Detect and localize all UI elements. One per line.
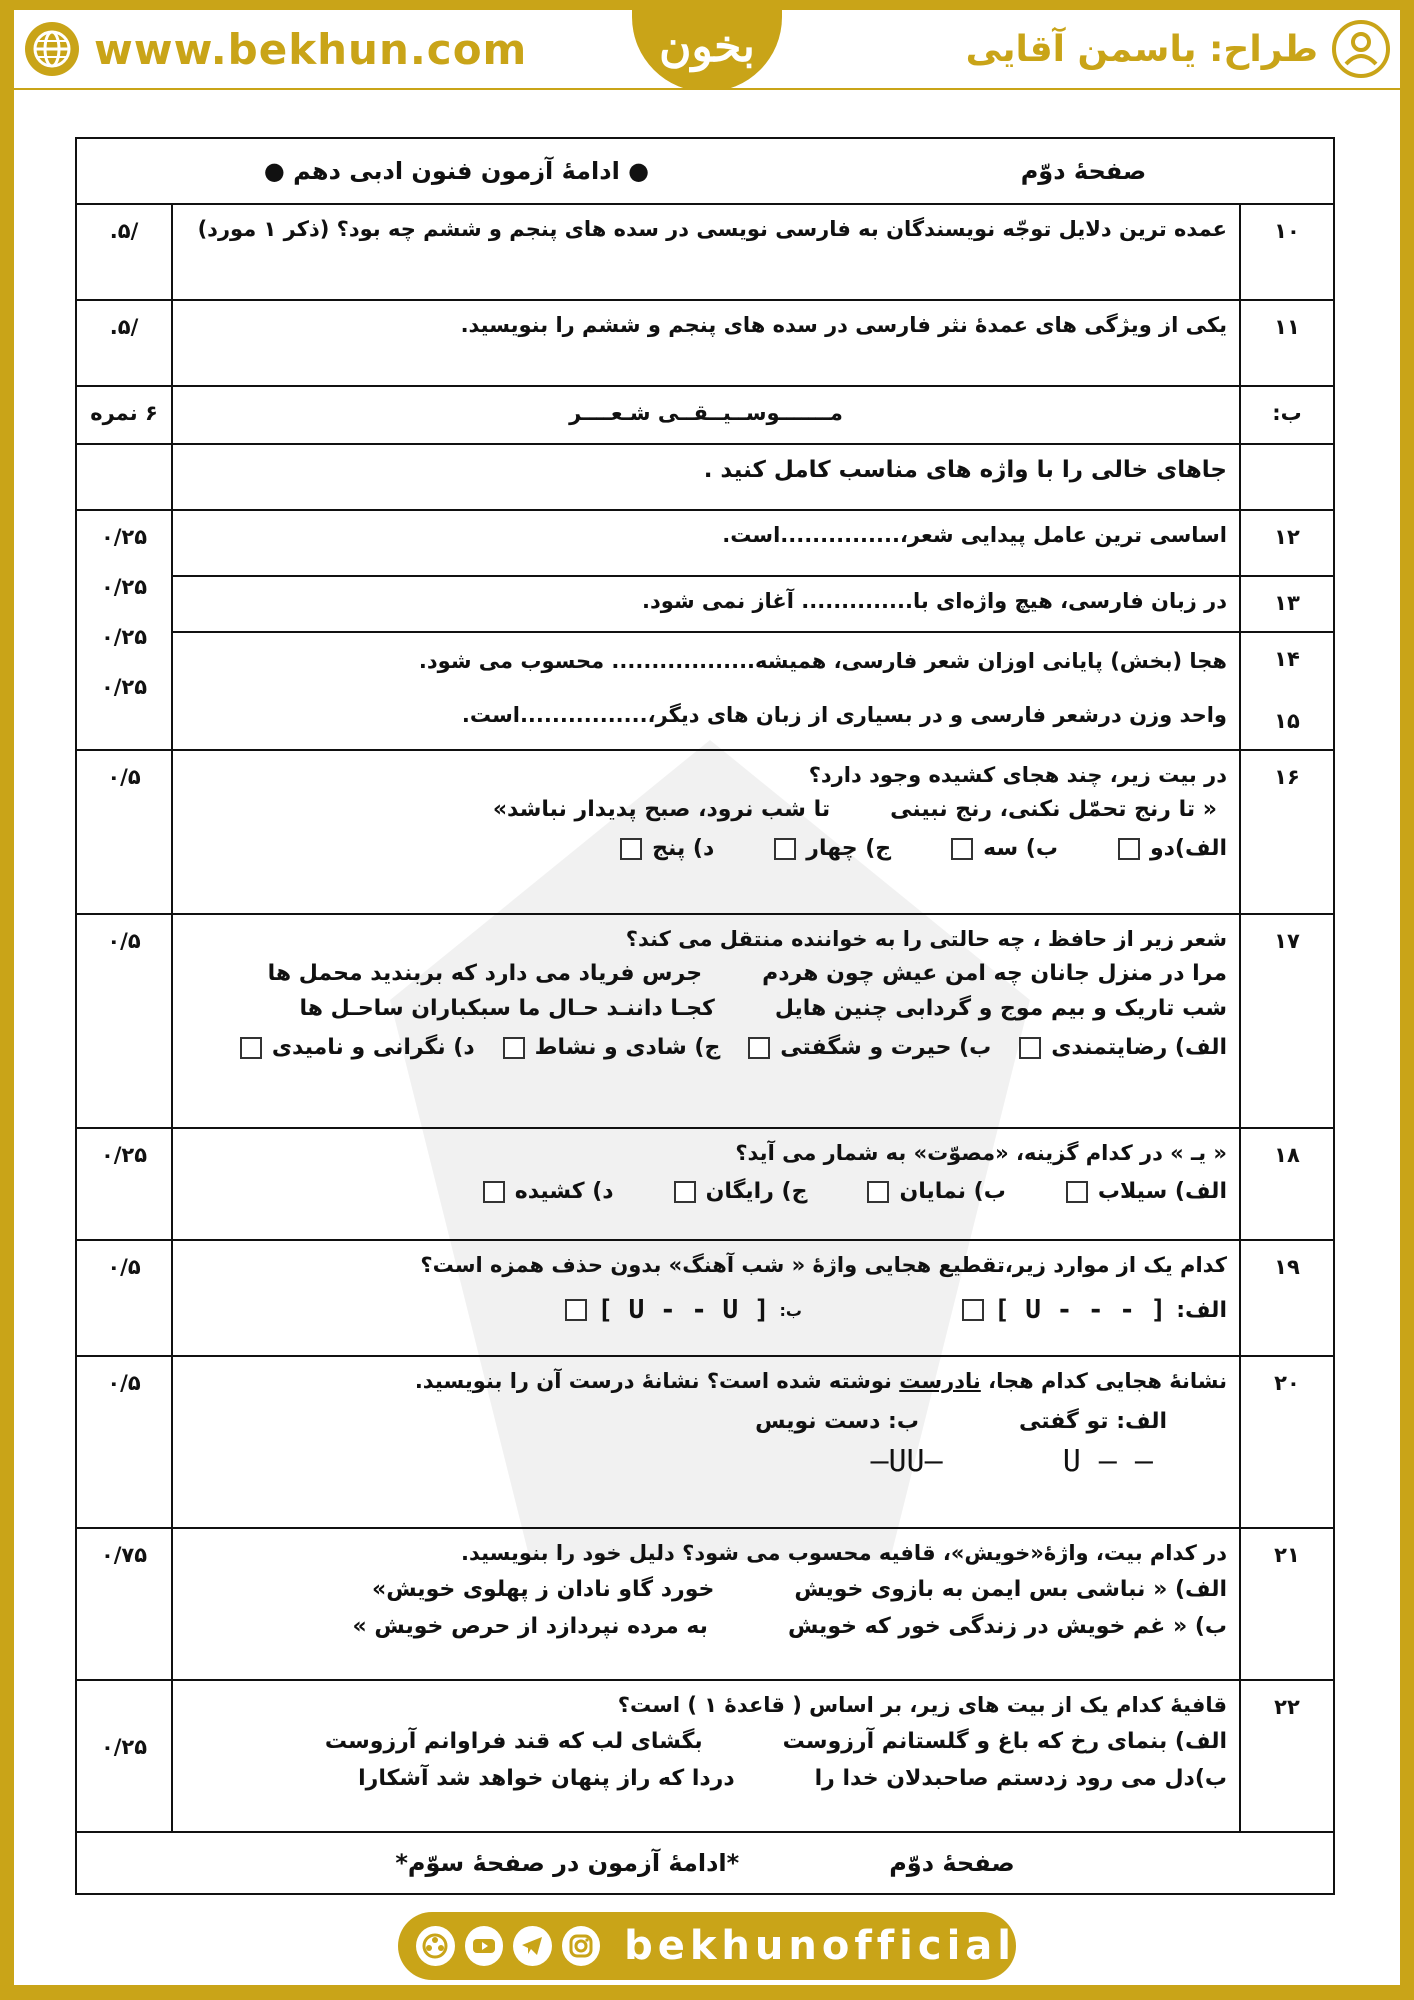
question-text: یکی از ویژگی های عمدهٔ نثر فارسی در سده های پنجم و ششم را بنویسید. (172, 300, 1240, 386)
telegram-icon[interactable] (513, 1926, 552, 1966)
scansion-a: U — — (1062, 1444, 1153, 1479)
question-text-pair (172, 632, 1240, 750)
question-text: در زبان فارسی، هیچ واژه‌ای با.............. آغاز نمی شود. (172, 576, 1240, 632)
question-score: ۰/۵ (76, 914, 172, 1128)
question-15-text: واحد وزن درشعر فارسی و در بسیاری از زبان های دیگر،................است. (461, 703, 1227, 727)
designer-credit (966, 18, 1390, 80)
scansion-b: —UU— (870, 1444, 943, 1479)
question-score: ۰/۵ (76, 1240, 172, 1356)
checkbox[interactable] (748, 1037, 770, 1059)
question-text: « یـ » در کدام گزینه، «مصوّت» به شمار می آید؟ (735, 1141, 1227, 1165)
question-number: ۱۷ (1240, 914, 1334, 1128)
checkbox[interactable] (1118, 838, 1140, 860)
question-score: /۵. (76, 300, 172, 386)
question-21-row (76, 1528, 1334, 1680)
verse-part: به مرده نپردازد از حرص خویش » (352, 1614, 708, 1639)
fill-instruction: جاهای خالی را با واژه های مناسب کامل کنید . (172, 444, 1240, 510)
question-score: ۰/۲۵ (76, 1128, 172, 1240)
checkbox[interactable] (240, 1037, 262, 1059)
instagram-icon[interactable] (562, 1926, 601, 1966)
question-18-row (76, 1128, 1334, 1240)
aparat-icon[interactable] (416, 1926, 455, 1966)
option-a[interactable]: الف) سیلاب (1066, 1179, 1227, 1204)
exam-continuation: ● ادامهٔ آزمون فنون ادبی دهم ● (263, 157, 650, 185)
option-a[interactable]: الف: [ U - - - ] (962, 1295, 1227, 1325)
verse-part: جرس فریاد می دارد که بربندید محمل ها (267, 961, 703, 986)
checkbox[interactable] (1066, 1181, 1088, 1203)
question-number: ۱۸ (1240, 1128, 1334, 1240)
verse-part: ب) « غم خویش در زندگی خور که خویش (787, 1614, 1227, 1639)
verse-part: کجـا داننـد حـال ما سبکباران ساحـل ها (299, 996, 715, 1021)
checkbox[interactable] (867, 1181, 889, 1203)
option-d[interactable]: د) کشیده (483, 1179, 614, 1204)
question-number: ۱۲ (1240, 510, 1334, 576)
globe-icon (24, 21, 80, 77)
verse-part: خورد گاو نادان ز پهلوی خویش» (372, 1577, 715, 1602)
checkbox[interactable] (483, 1181, 505, 1203)
exam-header-row (76, 138, 1334, 204)
footer-page: صفحهٔ دوّم (889, 1849, 1015, 1877)
question-22-row (76, 1680, 1334, 1832)
option-c[interactable]: ج) شادی و نشاط (503, 1035, 721, 1060)
question-number: ۲۲ (1240, 1680, 1334, 1832)
checkbox[interactable] (565, 1299, 587, 1321)
question-11-row (76, 300, 1334, 386)
verse-part: مرا در منزل جانان چه امن عیش چون هردم (762, 961, 1227, 986)
logo-mark: بخون (659, 20, 755, 72)
question-number-pair: ۱۴ ۱۵ (1240, 632, 1334, 750)
question-score: ۰/۷۵ (76, 1528, 172, 1680)
verse-part: الف) « نباشی بس ایمن به بازوی خویش (794, 1577, 1227, 1602)
option-b[interactable]: ب) سه (951, 836, 1058, 861)
question-number: ۱۳ (1240, 576, 1334, 632)
user-icon (1332, 20, 1390, 78)
question-10-row (76, 204, 1334, 300)
checkbox[interactable] (774, 838, 796, 860)
verse-part: تا شب نرود، صبح پدیدار نباشد» (492, 797, 831, 822)
question-text: کدام یک از موارد زیر،تقطیع هجایی واژهٔ « شب آهنگ» بدون حذف همزه است؟ (420, 1253, 1227, 1277)
verse-part: دردا که راز پنهان خواهد شد آشکارا (358, 1766, 735, 1791)
question-number: ۱۹ (1240, 1240, 1334, 1356)
page-title: صفحهٔ دوّم (1020, 157, 1147, 185)
verse-part: « تا رنج تحمّل نکنی، رنج نبینی (890, 797, 1217, 822)
option-b[interactable]: ب: [ U - - U ] (565, 1295, 802, 1325)
option-d[interactable]: د) پنج (620, 836, 714, 861)
top-banner (0, 0, 1414, 92)
question-16-row (76, 750, 1334, 914)
question-number: ۲۰ (1240, 1356, 1334, 1528)
question-text: در بیت زیر، چند هجای کشیده وجود دارد؟ (808, 763, 1227, 787)
option-b: ب: دست نویس (755, 1409, 919, 1434)
checkbox[interactable] (620, 838, 642, 860)
option-d[interactable]: د) نگرانی و نامیدی (240, 1035, 475, 1060)
question-12-row (76, 510, 1334, 576)
question-score: ۰/۵ (76, 750, 172, 914)
footer-next-page: *ادامهٔ آزمون در صفحهٔ سوّم* (395, 1849, 740, 1877)
question-17-row (76, 914, 1334, 1128)
checkbox[interactable] (951, 838, 973, 860)
exam-footer-row (76, 1832, 1334, 1894)
exam-table (75, 137, 1335, 1895)
social-handle[interactable]: bekhunofficial (624, 1923, 1016, 1969)
social-bar[interactable] (398, 1912, 1016, 1980)
question-score: /۵. (76, 204, 172, 300)
question-text: عمده ترین دلایل توجّه نویسندگان به فارسی نویسی در سده های پنجم و ششم چه بود؟ (ذکر ۱ مورد) (172, 204, 1240, 300)
option-b[interactable]: ب) حیرت و شگفتی (748, 1035, 991, 1060)
question-text: اساسی ترین عامل پیدایی شعر،...............است. (172, 510, 1240, 576)
question-number: ۱۶ (1240, 750, 1334, 914)
section-score: ۶ نمره (76, 386, 172, 444)
option-a[interactable]: الف)دو (1118, 836, 1227, 861)
verse-part: بگشای لب که قند فراوانم آرزوست (324, 1729, 703, 1754)
question-14-text: هجا (بخش) پایانی اوزان شعر فارسی، همیشه.................. محسوب می شود. (418, 649, 1227, 673)
checkbox[interactable] (503, 1037, 525, 1059)
question-number: ۱۰ (1240, 204, 1334, 300)
option-a: الف: تو گفتی (1018, 1409, 1167, 1434)
website-link[interactable] (24, 18, 527, 80)
questions-12-15-scores: ۰/۲۵ ۰/۲۵ ۰/۲۵ ۰/۲۵ (76, 510, 172, 750)
question-score: ۰/۲۵ (76, 1680, 172, 1832)
question-text: در کدام بیت، واژهٔ«خویش»، قافیه محسوب می شود؟ دلیل خود را بنویسید. (461, 1541, 1227, 1565)
verse-part: الف) بنمای رخ که باغ و گلستانم آرزوست (782, 1729, 1227, 1754)
fill-instruction-row (76, 444, 1334, 510)
option-a[interactable]: الف) رضایتمندی (1019, 1035, 1227, 1060)
section-b-row (76, 386, 1334, 444)
question-text: شعر زیر از حافظ ، چه حالتی را به خواننده منتقل می کند؟ (625, 927, 1227, 951)
youtube-icon[interactable] (465, 1926, 504, 1966)
question-20-row (76, 1356, 1334, 1528)
question-14-15-row (76, 632, 1334, 750)
section-label: ب: (1240, 386, 1334, 444)
checkbox[interactable] (962, 1299, 984, 1321)
website-text: www.bekhun.com (94, 24, 528, 74)
option-c[interactable]: ج) رایگان (674, 1179, 808, 1204)
question-text: نشانهٔ هجایی کدام هجا، نادرست نوشته شده است؟ نشانهٔ درست آن را بنویسید. (414, 1369, 1227, 1393)
question-score: ۰/۵ (76, 1356, 172, 1528)
question-19-row (76, 1240, 1334, 1356)
verse-part: ب)دل می رود زدستم صاحبدلان خدا را (814, 1766, 1227, 1791)
question-13-row (76, 576, 1334, 632)
designer-name: طراح: یاسمن آقایی (965, 28, 1318, 70)
verse-part: شب تاریک و بیم موج و گردابی چنین هایل (774, 996, 1227, 1021)
option-b[interactable]: ب) نمایان (867, 1179, 1005, 1204)
question-text: قافیهٔ کدام یک از بیت های زیر، بر اساس ( قاعدهٔ ۱ ) است؟ (617, 1693, 1227, 1717)
option-c[interactable]: ج) چهار (774, 836, 891, 861)
question-number: ۲۱ (1240, 1528, 1334, 1680)
checkbox[interactable] (1019, 1037, 1041, 1059)
checkbox[interactable] (674, 1181, 696, 1203)
section-title: مـــــــوســیــقــی شـعــــر (172, 386, 1240, 444)
question-number: ۱۱ (1240, 300, 1334, 386)
